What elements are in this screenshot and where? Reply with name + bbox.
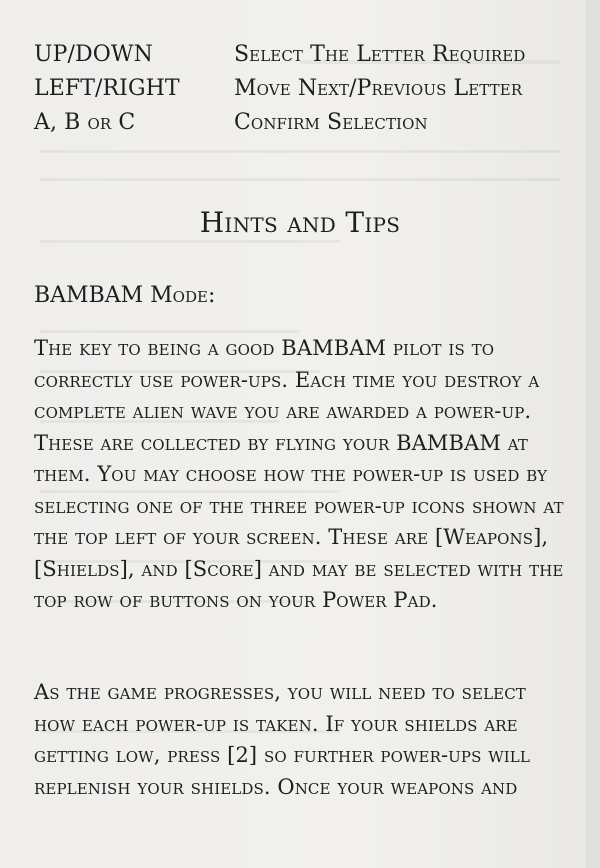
control-row: [34, 72, 574, 106]
controls-list: [34, 38, 574, 140]
control-action: Move Next/Previous Letter: [234, 76, 523, 101]
control-action: Confirm Selection: [234, 110, 428, 135]
section-heading: Hints and Tips: [199, 206, 401, 239]
control-row: [34, 38, 574, 72]
control-row: [34, 106, 574, 140]
mode-heading: BAMBAM Mode:: [34, 283, 216, 308]
control-key: UP/DOWN: [34, 42, 153, 67]
control-key: A, B or C: [34, 110, 136, 135]
control-action: Select The Letter Required: [234, 42, 526, 67]
body-paragraph: The key to being a good BAMBAM pilot is to correctly use power-ups. Each time you destroy a complete alien wave you are awarded a power-up. These are collected by flying your BAMBAM at them. You may choose how the power-up is used by selecting one of the three power-up icons shown at the top left of your screen. These are [Weapons], [Shields], and [Score] and may be selected with the top row of buttons on your Power Pad.: [34, 336, 564, 612]
control-key: LEFT/RIGHT: [34, 76, 180, 101]
body-paragraph: As the game progresses, you will need to select how each power-up is taken. If your shields are getting low, press [2] so further power-ups will replenish your shields. Once your weapons and: [34, 680, 530, 799]
